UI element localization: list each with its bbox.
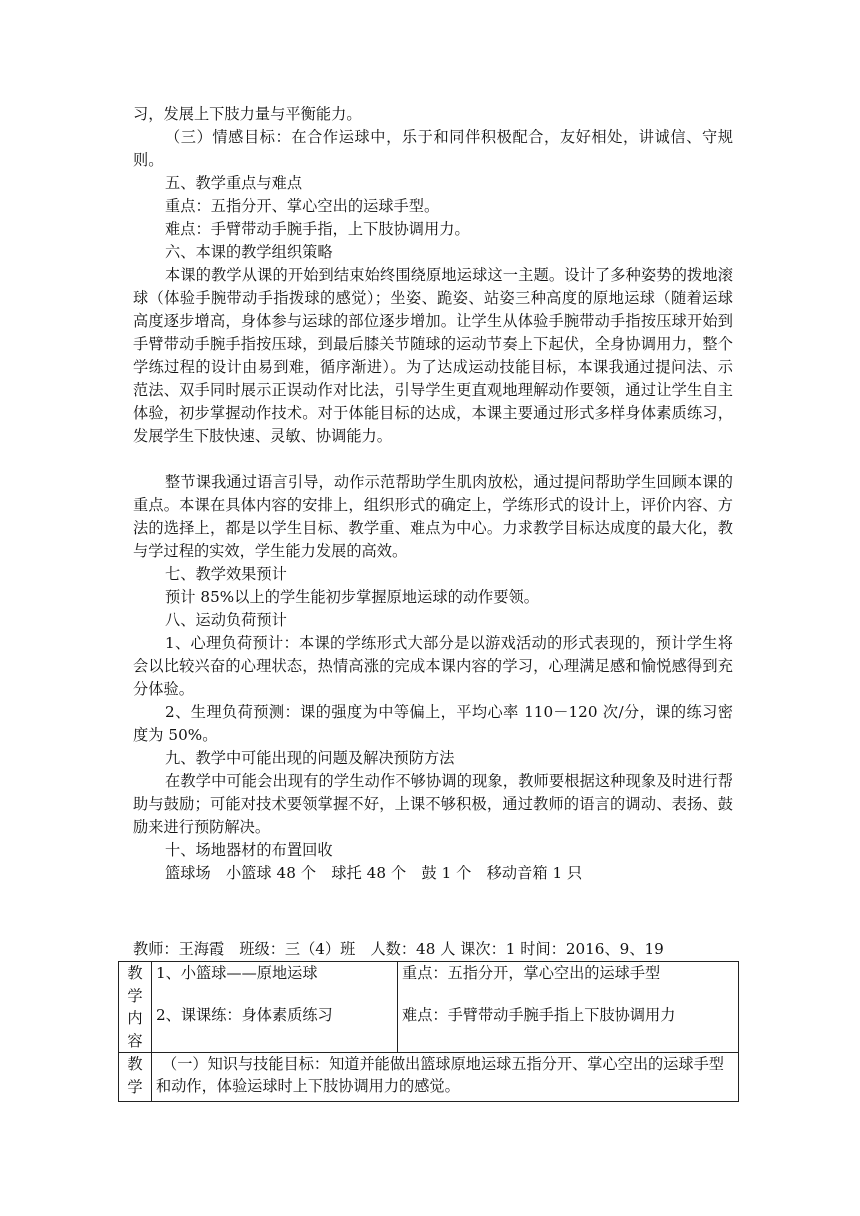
difficulty: 难点：手臂带动手腕手指上下肢协调用力 <box>402 1006 676 1024</box>
section-heading: 九、教学中可能出现的问题及解决预防方法 <box>165 749 455 767</box>
section-heading: 七、教学效果预计 <box>165 565 287 583</box>
section-heading: 五、教学重点与难点 <box>165 174 303 192</box>
paragraph: 2、生理负荷预测：课的强度为中等偏上，平均心率 110－120 次/分，课的练习密度为 50%。 <box>133 703 733 744</box>
paragraph: 预计 85%以上的学生能初步掌握原地运球的动作要领。 <box>165 588 540 606</box>
objective-cell: （一）知识与技能目标：知道并能做出篮球原地运球五指分开、掌心空出的运球手型和动作，体验运球时上下肢协调用力的感觉。 <box>152 1053 739 1102</box>
lesson-info-line: 教师：王海霞 班级：三（4）班 人数：48 人 课次：1 时间：2016、9、19 <box>133 940 664 958</box>
table-row <box>119 1053 739 1102</box>
paragraph: （三）情感目标：在合作运球中，乐于和同伴积极配合，友好相处，讲诚信、守规则。 <box>133 128 733 169</box>
section-heading: 八、运动负荷预计 <box>165 611 287 629</box>
focus-cell <box>398 962 739 1053</box>
row-label-objective: 教学 <box>119 1053 152 1102</box>
paragraph: 本课的教学从课的开始到结束始终围绕原地运球这一主题。设计了多种姿势的拨地滚球（体验手腕带动手指拨球的感觉）；坐姿、跪姿、站姿三种高度的原地运球（随着运球高度逐步增高，身体参与运球的部位逐步增加。让学生从体验手腕带动手指按压球开始到手臂带动手腕手指按压球，到最后膝关节随球的运动节奏上下起伏，全身协调用力，整个学练过程的设计由易到难，循序渐进）。为了达成运动技能目标，本课我通过提问法、示范法、双手同时展示正误动作对比法，引导学生更直观地理解动作要领，通过让学生自主体验，初步掌握动作技术。对于体能目标的达成，本课主要通过形式多样身体素质练习，发展学生下肢快速、灵敏、协调能力。 <box>133 266 733 445</box>
content-cell <box>152 962 398 1053</box>
paragraph: 重点：五指分开、掌心空出的运球手型。 <box>165 197 440 215</box>
lesson-table <box>118 961 739 1102</box>
paragraph: 篮球场 小篮球 48 个 球托 48 个 鼓 1 个 移动音箱 1 只 <box>165 864 583 882</box>
paragraph: 难点：手臂带动手腕手指，上下肢协调用力。 <box>165 220 470 238</box>
paragraph: 整节课我通过语言引导，动作示范帮助学生肌肉放松，通过提问帮助学生回顾本课的重点。本课在具体内容的安排上，组织形式的确定上，学练形式的设计上，评价内容、方法的选择上，都是以学生目标、教学重、难点为中心。力求教学目标达成度的最大化，教与学过程的实效，学生能力发展的高效。 <box>133 473 733 560</box>
section-heading: 十、场地器材的布置回收 <box>165 841 333 859</box>
paragraph: 在教学中可能会出现有的学生动作不够协调的现象，教师要根据这种现象及时进行帮助与鼓励；可能对技术要领掌握不好，上课不够积极，通过教师的语言的调动、表扬、鼓励来进行预防解决。 <box>133 772 733 836</box>
section-heading: 六、本课的教学组织策略 <box>165 243 333 261</box>
row-label-content: 教学内容 <box>119 962 152 1053</box>
key-point: 重点：五指分开，掌心空出的运球手型 <box>402 964 661 982</box>
paragraph: 1、心理负荷预计：本课的学练形式大部分是以游戏活动的形式表现的，预计学生将会以比较兴奋的心理状态，热情高涨的完成本课内容的学习，心理满足感和愉悦感得到充分体验。 <box>133 634 733 698</box>
paragraph: 习，发展上下肢力量与平衡能力。 <box>133 105 362 123</box>
content-item: 1、小篮球——原地运球 <box>156 964 318 982</box>
table-row <box>119 962 739 1053</box>
content-item: 2、课课练：身体素质练习 <box>156 1006 333 1024</box>
